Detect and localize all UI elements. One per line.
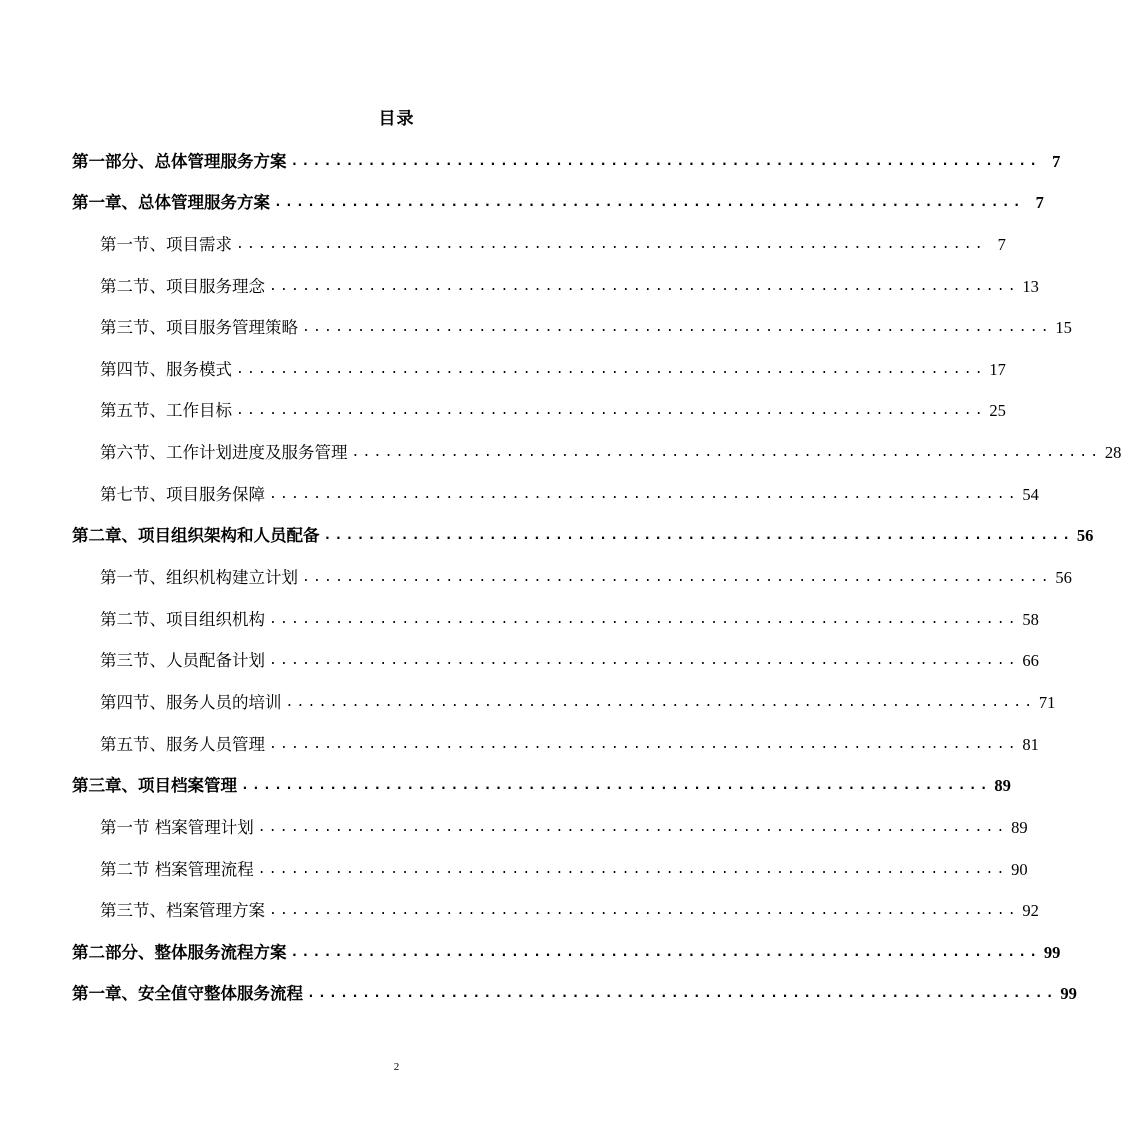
toc-dot-leader: .................................................................... <box>285 694 1036 710</box>
toc-entry-page: 15 <box>1055 318 1072 338</box>
toc-entry-page: 7 <box>997 234 1006 254</box>
toc-entry-text: 第一节、项目需求 <box>100 234 232 254</box>
toc-entry-section[interactable] <box>72 596 1039 638</box>
toc-entry-chapter[interactable] <box>72 971 1077 1013</box>
toc-dot-leader: .................................................................... <box>257 861 1008 877</box>
toc-entry-text: 第一章、安全值守整体服务流程 <box>72 984 303 1004</box>
toc-entry-text: 第二节、项目服务理念 <box>100 276 265 296</box>
toc-dot-leader: .................................................................... <box>302 320 1052 336</box>
toc-entry-text: 第三章、项目档案管理 <box>72 776 237 796</box>
toc-dot-leader: .................................................................... <box>290 153 1041 169</box>
toc-entry-chapter[interactable] <box>72 180 1044 222</box>
toc-entry-page: 71 <box>1038 692 1056 712</box>
toc-entry-page: 7 <box>1035 193 1044 213</box>
toc-entry-section[interactable] <box>72 471 1039 513</box>
toc-dot-leader: .................................................................... <box>302 570 1052 586</box>
toc-entry-section[interactable] <box>72 263 1039 305</box>
toc-entry-page: 13 <box>1022 276 1039 296</box>
toc-dot-leader: .................................................................... <box>323 528 1074 544</box>
toc-entry-text: 第一节 档案管理计划 <box>100 817 254 837</box>
toc-entry-page: 92 <box>1022 901 1039 921</box>
toc-dot-leader: .................................................................... <box>269 736 1019 752</box>
toc-entry-chapter[interactable] <box>72 929 1061 971</box>
toc-entry-text: 第二章、项目组织架构和人员配备 <box>72 526 320 546</box>
toc-entry-text: 第二节、项目组织机构 <box>100 609 265 629</box>
page-number: 2 <box>393 1061 400 1073</box>
toc-dot-leader: .................................................................... <box>290 944 1041 960</box>
toc-entry-section[interactable] <box>72 554 1072 596</box>
toc-entry-page: 99 <box>1043 942 1061 962</box>
toc-dot-leader: .................................................................... <box>269 486 1019 502</box>
toc-entry-page: 81 <box>1022 734 1039 754</box>
toc-entry-section[interactable] <box>72 721 1039 763</box>
toc-title: 目录 <box>378 109 415 129</box>
toc-dot-leader: .................................................................... <box>269 653 1019 669</box>
toc-entry-chapter[interactable] <box>72 513 1094 555</box>
toc-dot-leader: .................................................................... <box>307 986 1057 1002</box>
toc-dot-leader: .................................................................... <box>274 195 1024 211</box>
toc-dot-leader: .................................................................... <box>257 819 1008 835</box>
toc-entry-text: 第三节、项目服务管理策略 <box>100 318 298 338</box>
toc-entry-section[interactable] <box>72 346 1006 388</box>
toc-dot-leader: .................................................................... <box>269 611 1019 627</box>
toc-entry-text: 第七节、项目服务保障 <box>100 484 265 504</box>
toc-entry-section[interactable] <box>72 305 1072 347</box>
toc-entry-page: 99 <box>1060 984 1077 1004</box>
toc-entry-page: 90 <box>1011 859 1028 879</box>
toc-entry-text: 第四节、服务人员的培训 <box>100 692 282 712</box>
toc-dot-leader: .................................................................... <box>269 278 1019 294</box>
toc-entry-section[interactable] <box>72 388 1006 430</box>
toc-entry-section[interactable] <box>72 846 1028 888</box>
toc-list <box>72 138 1121 1012</box>
toc-entry-page: 89 <box>994 776 1011 796</box>
toc-entry-text: 第五节、服务人员管理 <box>100 734 265 754</box>
toc-entry-section[interactable] <box>72 804 1028 846</box>
toc-entry-page: 7 <box>1052 151 1061 171</box>
toc-entry-page: 66 <box>1022 651 1039 671</box>
toc-entry-page: 56 <box>1055 568 1072 588</box>
toc-dot-leader: .................................................................... <box>241 778 991 794</box>
toc-entry-section[interactable] <box>72 429 1121 471</box>
toc-entry-chapter[interactable] <box>72 763 1011 805</box>
toc-entry-text: 第一章、总体管理服务方案 <box>72 193 270 213</box>
toc-entry-text: 第五节、工作目标 <box>100 401 232 421</box>
toc-entry-page: 54 <box>1022 484 1039 504</box>
toc-entry-page: 56 <box>1076 526 1094 546</box>
toc-entry-page: 25 <box>989 401 1006 421</box>
toc-entry-page: 28 <box>1104 443 1121 463</box>
toc-dot-leader: .................................................................... <box>236 361 986 377</box>
toc-entry-section[interactable] <box>72 638 1039 680</box>
toc-entry-text: 第三节、档案管理方案 <box>100 901 265 921</box>
toc-entry-page: 17 <box>989 359 1006 379</box>
toc-entry-text: 第一节、组织机构建立计划 <box>100 568 298 588</box>
toc-entry-page: 58 <box>1022 609 1039 629</box>
toc-dot-leader: .................................................................... <box>351 445 1102 461</box>
toc-entry-text: 第二部分、整体服务流程方案 <box>72 942 287 962</box>
toc-entry-text: 第一部分、总体管理服务方案 <box>72 151 287 171</box>
toc-dot-leader: .................................................................... <box>236 403 986 419</box>
toc-entry-text: 第六节、工作计划进度及服务管理 <box>100 443 348 463</box>
toc-entry-text: 第二节 档案管理流程 <box>100 859 254 879</box>
toc-entry-text: 第三节、人员配备计划 <box>100 651 265 671</box>
toc-dot-leader: .................................................................... <box>236 236 986 252</box>
toc-entry-page: 89 <box>1011 817 1028 837</box>
toc-entry-text: 第四节、服务模式 <box>100 359 232 379</box>
toc-entry-section[interactable] <box>72 221 1006 263</box>
toc-entry-chapter[interactable] <box>72 138 1061 180</box>
toc-entry-section[interactable] <box>72 888 1039 930</box>
toc-dot-leader: .................................................................... <box>269 903 1019 919</box>
toc-entry-section[interactable] <box>72 679 1056 721</box>
